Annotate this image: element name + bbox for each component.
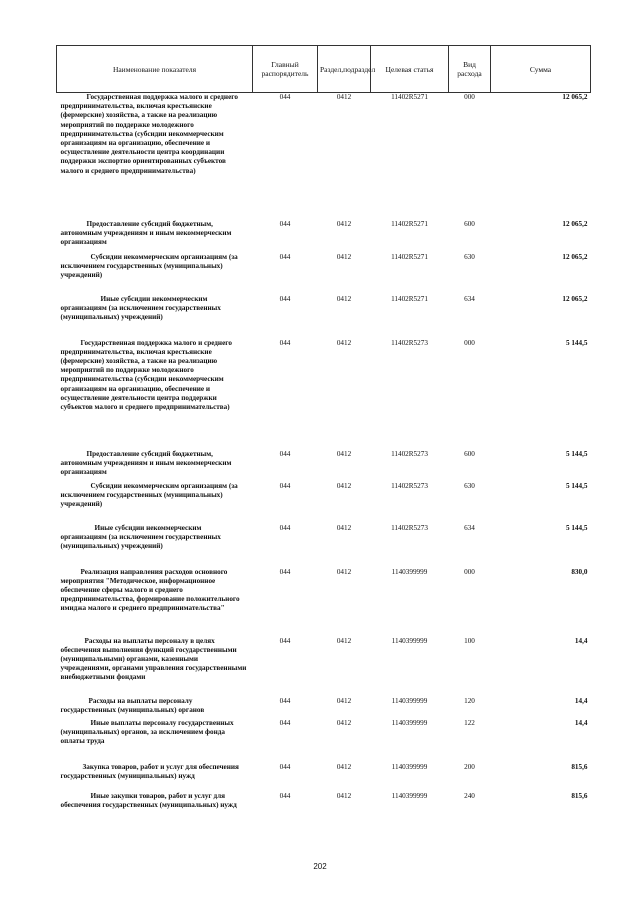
cell-name: Предоставление субсидий бюджетным, автономным учреждениям и иным некоммерческим организациям [60, 449, 232, 476]
table-row [57, 763, 591, 792]
cell-target-article: 1140399999 [391, 718, 428, 727]
cell-target-article: 1140399999 [391, 567, 428, 576]
table-row [57, 568, 591, 637]
cell-main-manager: 044 [279, 791, 291, 800]
cell-section: 0412 [336, 523, 352, 532]
cell-main-manager: 044 [279, 219, 291, 228]
cell-sum: 830,0 [571, 567, 588, 576]
cell-expense-type: 000 [464, 567, 475, 576]
cell-expense-type: 122 [464, 718, 475, 727]
cell-target-article: 11402R5271 [391, 219, 428, 228]
cell-expense-type: 630 [464, 481, 475, 490]
cell-main-manager: 044 [279, 718, 291, 727]
cell-name: Предоставление субсидий бюджетным, автономным учреждениям и иным некоммерческим организациям [60, 219, 232, 246]
cell-section: 0412 [336, 791, 352, 800]
table-row [57, 253, 591, 295]
cell-main-manager: 044 [279, 762, 291, 771]
header-main-manager: Главный распорядитель [253, 46, 318, 93]
cell-target-article: 11402R5273 [391, 523, 428, 532]
table-row [57, 524, 591, 568]
table-row [57, 792, 591, 832]
cell-name: Иные выплаты персоналу государственных (муниципальных) органов, за исключением фонда оплаты труда [60, 718, 234, 745]
cell-section: 0412 [336, 449, 352, 458]
cell-target-article: 1140399999 [391, 791, 428, 800]
cell-section: 0412 [336, 93, 352, 101]
table-row [57, 93, 591, 220]
cell-main-manager: 044 [279, 252, 291, 261]
cell-expense-type: 600 [464, 449, 475, 458]
table-row [57, 450, 591, 482]
cell-expense-type: 634 [464, 523, 475, 532]
cell-name: Субсидии некоммерческим организациям (за исключением государственных (муниципальных) учреждений) [60, 481, 238, 508]
cell-sum: 5 144,5 [565, 338, 588, 347]
cell-target-article: 11402R5271 [391, 93, 428, 101]
cell-sum: 14,4 [574, 718, 588, 727]
cell-main-manager: 044 [279, 523, 291, 532]
cell-target-article: 11402R5273 [391, 481, 428, 490]
cell-main-manager: 044 [279, 449, 291, 458]
table-row [57, 339, 591, 450]
cell-target-article: 11402R5273 [391, 449, 428, 458]
cell-sum: 12 065,2 [562, 219, 588, 228]
cell-expense-type: 240 [464, 791, 475, 800]
cell-expense-type: 120 [464, 696, 475, 705]
cell-sum: 5 144,5 [565, 449, 588, 458]
cell-section: 0412 [336, 294, 352, 303]
cell-main-manager: 044 [279, 93, 291, 101]
cell-expense-type: 200 [464, 762, 475, 771]
cell-target-article: 11402R5271 [391, 252, 428, 261]
cell-expense-type: 600 [464, 219, 475, 228]
cell-name: Государственная поддержка малого и среднего предпринимательства, включая крестьянские (фермерские) хозяйства, а также на реализацию мероприятий по поддержке молодежного предпринимательства (субсидии некоммерческим организациям на организацию, обеспечение и осуществление деятельности центра координации поддержки экспортно ориентированных субъектов малого и среднего предпринимательства) [60, 93, 238, 175]
cell-section: 0412 [336, 481, 352, 490]
header-section: Раздел,подраздел [318, 46, 371, 93]
cell-expense-type: 100 [464, 636, 475, 645]
table-row [57, 637, 591, 697]
cell-target-article: 1140399999 [391, 636, 428, 645]
cell-section: 0412 [336, 762, 352, 771]
cell-sum: 12 065,2 [562, 93, 588, 101]
cell-section: 0412 [336, 219, 352, 228]
cell-name: Расходы на выплаты персоналу в целях обеспечения выполнения функций государственными (муниципальными) органами, казенными учреждениями, органами управления государственными внебюджетными фондами [60, 636, 247, 682]
cell-section: 0412 [336, 636, 352, 645]
cell-expense-type: 634 [464, 294, 475, 303]
cell-target-article: 11402R5273 [391, 338, 428, 347]
cell-main-manager: 044 [279, 338, 291, 347]
cell-main-manager: 044 [279, 696, 291, 705]
cell-sum: 5 144,5 [565, 523, 588, 532]
table-row [57, 295, 591, 339]
cell-name: Закупка товаров, работ и услуг для обеспечения государственных (муниципальных) нужд [60, 762, 239, 780]
table-body [57, 93, 591, 832]
cell-name: Иные субсидии некоммерческим организациям (за исключением государственных (муниципальных) учреждений) [60, 523, 221, 550]
cell-section: 0412 [336, 696, 352, 705]
table-row [57, 220, 591, 253]
cell-main-manager: 044 [279, 481, 291, 490]
header-name: Наименование показателя [57, 46, 253, 93]
cell-name: Иные закупки товаров, работ и услуг для обеспечения государственных (муниципальных) нужд [60, 791, 237, 809]
cell-sum: 815,6 [571, 762, 588, 771]
cell-sum: 12 065,2 [562, 294, 588, 303]
cell-target-article: 11402R5271 [391, 294, 428, 303]
table-row [57, 482, 591, 524]
cell-target-article: 1140399999 [391, 696, 428, 705]
header-sum: Сумма [491, 46, 591, 93]
cell-sum: 14,4 [574, 696, 588, 705]
cell-name: Иные субсидии некоммерческим организациям (за исключением государственных (муниципальных) учреждений) [60, 294, 221, 321]
cell-target-article: 1140399999 [391, 762, 428, 771]
cell-section: 0412 [336, 252, 352, 261]
cell-main-manager: 044 [279, 567, 291, 576]
cell-main-manager: 044 [279, 636, 291, 645]
cell-name: Расходы на выплаты персоналу государственных (муниципальных) органов [60, 696, 205, 714]
header-target-article: Целевая статья [371, 46, 449, 93]
table-header [57, 46, 591, 93]
cell-expense-type: 000 [464, 338, 475, 347]
header-expense-type: Вид расхода [449, 46, 491, 93]
cell-sum: 14,4 [574, 636, 588, 645]
cell-section: 0412 [336, 718, 352, 727]
cell-name: Государственная поддержка малого и среднего предпринимательства, включая крестьянские (фермерские) хозяйства, а также на реализацию мероприятий по поддержке молодежного предпринимательства (субсидии некоммерческим организациям на организацию, обеспечение и осуществление деятельности центра поддержки субъектов малого и среднего предпринимательства) [60, 338, 232, 411]
budget-table [56, 45, 591, 832]
cell-name: Субсидии некоммерческим организациям (за исключением государственных (муниципальных) учреждений) [60, 252, 238, 279]
cell-section: 0412 [336, 338, 352, 347]
cell-sum: 12 065,2 [562, 252, 588, 261]
table-row [57, 697, 591, 719]
cell-main-manager: 044 [279, 294, 291, 303]
table-row [57, 719, 591, 763]
cell-sum: 5 144,5 [565, 481, 588, 490]
cell-section: 0412 [336, 567, 352, 576]
page-number: 202 [313, 862, 327, 871]
cell-expense-type: 000 [464, 93, 475, 101]
cell-sum: 815,6 [571, 791, 588, 800]
cell-name: Реализация направления расходов основного мероприятия "Методическое, информационное обеспечение сферы малого и среднего предпринимательства, формирование положительного имиджа малого и среднего предпринимательства" [60, 567, 240, 613]
cell-expense-type: 630 [464, 252, 475, 261]
